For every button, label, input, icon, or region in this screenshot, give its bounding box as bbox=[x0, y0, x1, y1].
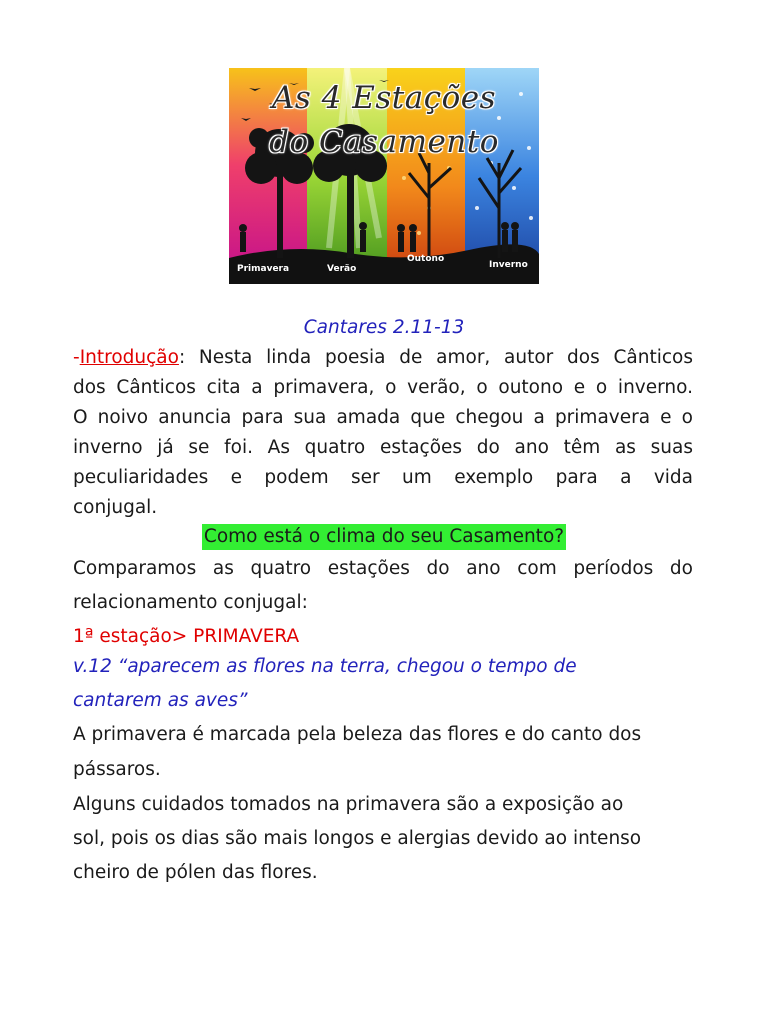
intro-dash: - bbox=[73, 347, 80, 368]
intro-line-5: peculiaridades e podem ser um exemplo para a vida bbox=[73, 467, 693, 488]
para2-line-2: sol, pois os dias são mais longos e alergias devido ao intenso bbox=[73, 828, 642, 849]
season-label-spring: Primavera bbox=[237, 264, 290, 274]
compare-line-1: Comparamos as quatro estações do ano com períodos do bbox=[73, 558, 693, 579]
intro-line-2: dos Cânticos cita a primavera, o verão, o outono e o inverno. bbox=[73, 377, 693, 398]
intro-colon: : bbox=[178, 347, 186, 368]
intro-label: Introdução bbox=[79, 347, 179, 368]
verse-line-2: cantarem as aves” bbox=[73, 690, 248, 711]
para1-line-1: A primavera é marcada pela beleza das flores e do canto dos bbox=[73, 724, 642, 745]
para2-line-3: cheiro de pólen das flores. bbox=[73, 862, 318, 883]
intro-line-4: inverno já se foi. As quatro estações do ano têm as suas bbox=[73, 437, 693, 458]
highlighted-question: Como está o clima do seu Casamento? bbox=[202, 524, 566, 550]
intro-line-3: O noivo anuncia para sua amada que chegou a primavera e o bbox=[73, 407, 693, 428]
para2-line-1: Alguns cuidados tomados na primavera são a exposição ao bbox=[73, 794, 624, 815]
season-label-summer: Verão bbox=[327, 264, 357, 274]
compare-line-2: relacionamento conjugal: bbox=[73, 592, 308, 613]
intro-text-1: Nesta linda poesia de amor, autor dos Cânticos bbox=[185, 347, 693, 368]
season-label-winter: Inverno bbox=[489, 260, 528, 270]
intro-line-6: conjugal. bbox=[73, 497, 158, 518]
scripture-reference: Cantares 2.11-13 bbox=[303, 317, 465, 338]
banner-title-line1: As 4 Estações bbox=[272, 80, 496, 116]
four-seasons-banner-image bbox=[229, 68, 539, 284]
question-wrapper bbox=[0, 524, 768, 550]
intro-line-1 bbox=[73, 343, 693, 373]
verse-line-1: v.12 “aparecem as flores na terra, chegou o tempo de bbox=[73, 656, 577, 677]
season-label-autumn: Outono bbox=[407, 254, 445, 264]
season-heading: 1ª estação> PRIMAVERA bbox=[73, 626, 300, 647]
banner-title-line2: do Casamento bbox=[269, 124, 499, 160]
para1-line-2: pássaros. bbox=[73, 759, 161, 780]
